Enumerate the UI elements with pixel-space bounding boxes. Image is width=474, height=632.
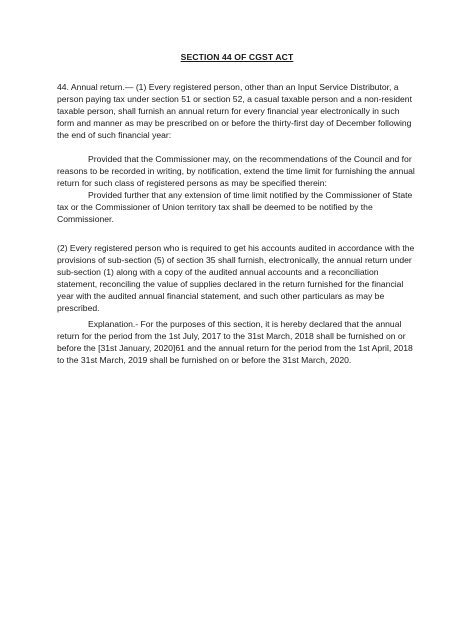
document-title: SECTION 44 OF CGST ACT — [180, 52, 294, 62]
paragraph-second-proviso: Provided further that any extension of time limit notified by the Commissioner of State tax or the Commissioner of Union territory tax shall be deemed to be notified by the Commissioner. — [57, 190, 413, 224]
paragraph-first-proviso: Provided that the Commissioner may, on the recommendations of the Council and for reasons to be recorded in writing, by notification, extend the time limit for furnishing the annual return for such class of registered persons as may be specified therein: — [57, 154, 415, 188]
paragraph-explanation: Explanation.- For the purposes of this section, it is hereby declared that the annual return for the period from the 1st July, 2017 to the 31st March, 2018 shall be furnished on or before the [31st January, 2020]61 and the annual return for the period from the 1st April, 2018 to the 31st March, 2019 shall be furnished on or before the 31st March, 2020. — [57, 319, 413, 365]
paragraph-sub-section-2: (2) Every registered person who is required to get his accounts audited in accordance with the provisions of sub-section (5) of section 35 shall furnish, electronically, the annual return under sub-section (1) along with a copy of the audited annual accounts and a reconciliation statement, reconciling the value of supplies declared in the return furnished for the financial year with the audited annual financial statement, and such other particulars as may be prescribed. — [57, 243, 415, 313]
paragraph-annual-return: 44. Annual return.— (1) Every registered person, other than an Input Service Distributor, a person paying tax under section 51 or section 52, a casual taxable person and a non-resident taxable person, shall furnish an annual return for every financial year electronically in such form and manner as may be prescribed on or before the thirty-first day of December following the end of such financial year: — [57, 82, 412, 140]
